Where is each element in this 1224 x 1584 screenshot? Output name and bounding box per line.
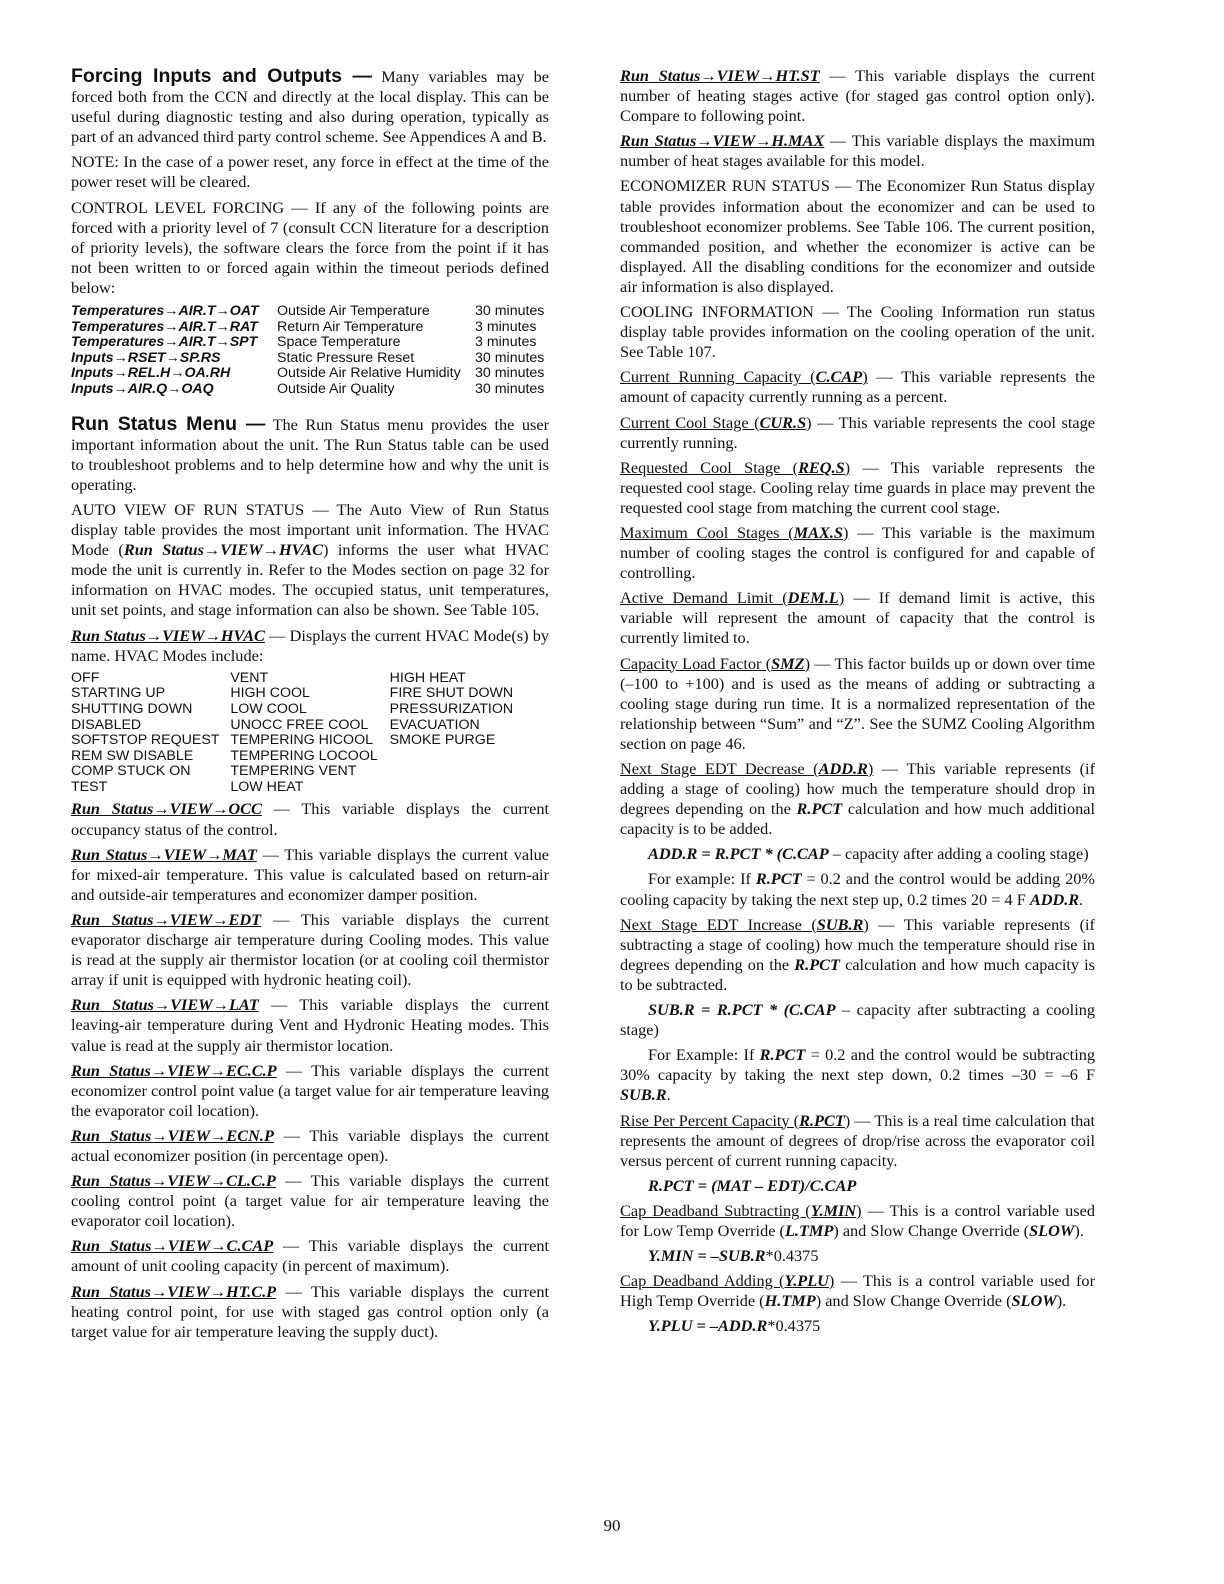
yplu-paragraph: Cap Deadband Adding (Y.PLU) — This is a control variable used for High Temp Override (H.TMP) and Slow Change Override (SLOW). xyxy=(620,1271,1095,1311)
hvac-modes-row xyxy=(71,749,549,765)
hvac-modes-row xyxy=(71,764,549,780)
run-status-item xyxy=(71,1061,549,1121)
hvac-modes-table xyxy=(71,671,549,796)
forcing-cell-key: Inputs→RSET→SP.RS xyxy=(71,349,221,366)
hvac-modes-row xyxy=(71,671,549,687)
forcing-cell-desc: Outside Air Quality xyxy=(277,381,395,397)
hmax-paragraph: Run Status→VIEW→H.MAX — This variable displays the maximum number of heat stages available for this model. xyxy=(620,131,1095,171)
run-status-description: — This variable displays the current cooling control point (a target value for air temperature leaving the evaporator coil location). xyxy=(71,1171,549,1231)
run-status-variable: Run Status→VIEW→CL.C.P xyxy=(71,1171,276,1191)
forcing-table-row xyxy=(71,366,549,382)
hvac-mode-cell: DISABLED xyxy=(71,716,142,733)
hvac-mode-cell: OFF xyxy=(71,669,100,686)
forcing-table-row xyxy=(71,335,549,351)
smz-paragraph: Capacity Load Factor (SMZ) — This factor builds up or down over time (–100 to +100) and is used as the means of adding or subtracting a cooling stage during run time. It is a normalized representation of the relationship between “Sum” and “Z”. See the SUMZ Cooling Algorithm section on page 46. xyxy=(620,653,1095,753)
run-status-item xyxy=(71,1171,549,1231)
forcing-cell-desc: Outside Air Relative Humidity xyxy=(277,365,461,382)
run-status-item xyxy=(71,799,549,839)
addr-paragraph: Next Stage EDT Decrease (ADD.R) — This variable represents (if adding a stage of cooling) how much the temperature should drop in degrees depending on the R.PCT calculation and how much additional capacity is to be added. xyxy=(620,759,1095,839)
hvac-mode-cell: SMOKE PURGE xyxy=(389,732,496,749)
subr-formula: SUB.R = R.PCT * (C.CAP – capacity after subtracting a cooling stage) xyxy=(620,1000,1095,1040)
forcing-cell-time: 3 minutes xyxy=(475,334,537,351)
hvac-mode-cell: HIGH COOL xyxy=(230,685,310,702)
forcing-table-row xyxy=(71,320,549,336)
right-column xyxy=(620,66,1095,1341)
hvac-mode-cell xyxy=(390,764,549,780)
hvac-mode-cell: COMP STUCK ON xyxy=(71,763,191,780)
run-status-description: — This variable displays the current economizer control point value (a target value for air temperature leaving the evaporator coil location). xyxy=(71,1060,549,1120)
run-status-description: — This variable displays the current value for mixed-air temperature. This value is calculated based on return-air and outside-air temperatures and economizer damper position. xyxy=(71,844,549,904)
run-status-variable: Run Status→VIEW→HT.C.P xyxy=(71,1281,277,1301)
hvac-mode-cell: TEMPERING LOCOOL xyxy=(230,747,378,764)
forcing-cell-time: 30 minutes xyxy=(475,303,545,320)
run-status-item xyxy=(71,995,549,1055)
hvac-mode-cell: TEMPERING HICOOL xyxy=(230,732,374,749)
forcing-cell-desc: Static Pressure Reset xyxy=(277,349,415,366)
forcing-cell-time: 30 minutes xyxy=(475,349,545,366)
hvac-mode-cell: REM SW DISABLE xyxy=(71,747,194,764)
rpct-paragraph: Rise Per Percent Capacity (R.PCT) — This is a real time calculation that represents the amount of degrees of drop/rise across the evaporator coil versus percent of current running capacity. xyxy=(620,1110,1095,1170)
forcing-cell-key: Inputs→AIR.Q→OAQ xyxy=(71,381,214,397)
hvac-mode-cell: SHUTTING DOWN xyxy=(71,700,193,717)
forcing-cell-key: Inputs→REL.H→OA.RH xyxy=(71,365,231,382)
forcing-note: NOTE: In the case of a power reset, any force in effect at the time of the power reset will be cleared. xyxy=(71,152,549,192)
addr-example: For example: If R.PCT = 0.2 and the control would be adding 20% cooling capacity by taking the next step up, 0.2 times 20 = 4 F ADD.R. xyxy=(620,869,1095,909)
forcing-table-row xyxy=(71,304,549,320)
page-number: 90 xyxy=(603,1516,621,1535)
forcing-cell-time: 30 minutes xyxy=(475,381,545,397)
hvac-paragraph: Run Status→VIEW→HVAC — Displays the current HVAC Mode(s) by name. HVAC Modes include: xyxy=(71,625,549,665)
forcing-cell-key: Temperatures→AIR.T→RAT xyxy=(71,318,258,335)
forcing-cell-desc: Outside Air Temperature xyxy=(277,303,430,320)
yplu-formula: Y.PLU = –ADD.R*0.4375 xyxy=(648,1316,821,1336)
reqs-paragraph: Requested Cool Stage (REQ.S) — This variable represents the requested cool stage. Cooling relay time guards in place may prevent the requested cool stage from matching the current cool stage. xyxy=(620,457,1095,517)
run-status-heading: Run Status Menu — xyxy=(71,412,266,435)
ccap-paragraph: Current Running Capacity (C.CAP) — This variable represents the amount of capacity currently running as a percent. xyxy=(620,367,1095,407)
hvac-mode-cell: EVACUATION xyxy=(389,716,480,733)
forcing-cell-key: Temperatures→AIR.T→SPT xyxy=(71,334,258,351)
hvac-mode-cell: FIRE SHUT DOWN xyxy=(389,685,514,702)
hvac-mode-cell: LOW COOL xyxy=(230,700,307,717)
hvac-mode-cell xyxy=(390,780,549,796)
forcing-table-row xyxy=(71,382,549,398)
run-status-description: — This variable displays the current occupancy status of the control. xyxy=(71,799,549,839)
hvac-mode-cell: TEST xyxy=(71,778,108,795)
hvac-mode-cell: STARTING UP xyxy=(71,685,166,702)
run-status-item xyxy=(71,910,549,990)
run-status-description: — This variable displays the current leaving-air temperature during Vent and Hydronic Heating modes. This value is read at the supply air thermistor location. xyxy=(71,995,549,1055)
forcing-cell-time: 30 minutes xyxy=(475,365,545,382)
run-status-item xyxy=(71,1126,549,1166)
hvac-modes-row xyxy=(71,733,549,749)
subr-paragraph: Next Stage EDT Increase (SUB.R) — This variable represents (if subtracting a stage of cooling) how much the temperature should rise in degrees depending on the R.PCT calculation and how much capacity is to be subtracted. xyxy=(620,914,1096,994)
run-status-description: — This variable displays the current evaporator discharge air temperature during Cooling modes. This value is read at the supply air thermistor location (or at cooling coil thermistor array if unit is equipped with hydronic heating coil). xyxy=(71,909,549,990)
forcing-paragraph: Forcing Inputs and Outputs — Many variables may be forced both from the CCN and directly at the local display. This can be useful during diagnostic testing and also during operation, typically as part of an advanced third party control scheme. See Appendices A and B. xyxy=(71,65,549,147)
deml-paragraph: Active Demand Limit (DEM.L) — If demand limit is active, this variable will represent the amount of capacity that the control is currently limited to. xyxy=(620,588,1095,648)
cooling-information: COOLING INFORMATION — The Cooling Information run status display table provides information on the cooling operation of the unit. See Table 107. xyxy=(620,302,1095,362)
addr-formula: ADD.R = R.PCT * (C.CAP – capacity after adding a cooling stage) xyxy=(648,844,1089,864)
run-status-variable: Run Status→VIEW→C.CAP xyxy=(71,1236,274,1256)
run-status-variable: Run Status→VIEW→ECN.P xyxy=(71,1125,274,1145)
hvac-mode-cell: PRESSURIZATION xyxy=(389,700,514,717)
run-status-variable: Run Status→VIEW→OCC xyxy=(71,799,262,819)
hvac-mode-cell: UNOCC FREE COOL xyxy=(230,716,369,733)
forcing-cell-key: Temperatures→AIR.T→OAT xyxy=(71,303,259,320)
subr-example: For Example: If R.PCT = 0.2 and the control would be subtracting 30% capacity by taking the next step down, 0.2 times –30 = –6 F SUB.R. xyxy=(620,1045,1095,1105)
hvac-variable: Run Status→VIEW→HVAC xyxy=(71,625,265,645)
hvac-modes-row xyxy=(71,702,549,718)
hvac-modes-row xyxy=(71,780,549,796)
forcing-table-row xyxy=(71,351,549,367)
run-status-variable: Run Status→VIEW→EC.C.P xyxy=(71,1060,277,1080)
hvac-mode-cell xyxy=(390,749,549,765)
maxs-paragraph: Maximum Cool Stages (MAX.S) — This variable is the maximum number of cooling stages the control is configured for and capable of controlling. xyxy=(620,522,1095,583)
run-status-items xyxy=(71,799,549,1341)
run-status-item xyxy=(71,845,549,905)
run-status-item xyxy=(71,1236,549,1276)
left-column xyxy=(71,66,549,1347)
hvac-mode-cell: LOW HEAT xyxy=(230,778,304,795)
run-status-paragraph: Run Status Menu — The Run Status menu provides the user important information about the unit. The Run Status table can be used to troubleshoot problems and to help determine how and why the unit is operating. xyxy=(71,412,549,494)
hvac-mode-cell: SOFTSTOP REQUEST xyxy=(71,732,220,749)
economizer-run-status: ECONOMIZER RUN STATUS — The Economizer Run Status display table provides information about the economizer and can be used to troubleshoot economizer problems. See Table 106. The current position, commanded position, and whether the economizer is active can be displayed. All the disabling conditions for the economizer and outside air information is also displayed. xyxy=(620,176,1095,296)
auto-view-paragraph: AUTO VIEW OF RUN STATUS — The Auto View of Run Status display table provides the most important unit information. The HVAC Mode (Run Status→VIEW→HVAC) informs the user what HVAC mode the unit is currently in. Refer to the Modes section on page 32 for information on HVAC modes. The occupied status, unit temperatures, unit set points, and stage information can also be shown. See Table 105. xyxy=(71,499,549,620)
ymin-formula: Y.MIN = –SUB.R*0.4375 xyxy=(648,1246,819,1266)
forcing-cell-desc: Space Temperature xyxy=(277,334,401,351)
rpct-formula: R.PCT = (MAT – EDT)/C.CAP xyxy=(648,1175,857,1195)
forcing-cell-desc: Return Air Temperature xyxy=(277,318,424,335)
run-status-description: — This variable displays the current actual economizer position (in percentage open). xyxy=(71,1125,549,1165)
run-status-variable: Run Status→VIEW→MAT xyxy=(71,844,257,864)
htst-paragraph: Run Status→VIEW→HT.ST — This variable displays the current number of heating stages active (for staged gas control option only). Compare to following point. xyxy=(620,66,1095,126)
curs-paragraph: Current Cool Stage (CUR.S) — This variable represents the cool stage currently running. xyxy=(620,412,1095,452)
run-status-variable: Run Status→VIEW→LAT xyxy=(71,995,259,1015)
hvac-mode-cell: VENT xyxy=(230,669,269,686)
control-level-forcing: CONTROL LEVEL FORCING — If any of the following points are forced with a priority level of 7 (consult CCN literature for a description of priority levels), the software clears the force from the point if it has not been written to or forced again within the timeout periods defined below: xyxy=(71,197,549,297)
hvac-mode-cell: TEMPERING VENT xyxy=(230,763,357,780)
hvac-modes-row xyxy=(71,718,549,734)
run-status-item xyxy=(71,1282,549,1342)
hvac-modes-row xyxy=(71,686,549,702)
ymin-paragraph: Cap Deadband Subtracting (Y.MIN) — This is a control variable used for Low Temp Override (L.TMP) and Slow Change Override (SLOW). xyxy=(620,1200,1095,1240)
run-status-variable: Run Status→VIEW→EDT xyxy=(71,909,262,929)
run-status-description: — This variable displays the current amount of unit cooling capacity (in percent of maximum). xyxy=(71,1236,549,1276)
hvac-mode-cell: HIGH HEAT xyxy=(389,669,466,686)
forcing-cell-time: 3 minutes xyxy=(475,318,537,335)
run-status-description: — This variable displays the current heating control point, for use with staged gas control option only (a target value for air temperature leaving the supply duct). xyxy=(71,1281,549,1341)
forcing-heading: Forcing Inputs and Outputs — xyxy=(71,65,373,87)
forcing-timeout-table xyxy=(71,304,549,398)
